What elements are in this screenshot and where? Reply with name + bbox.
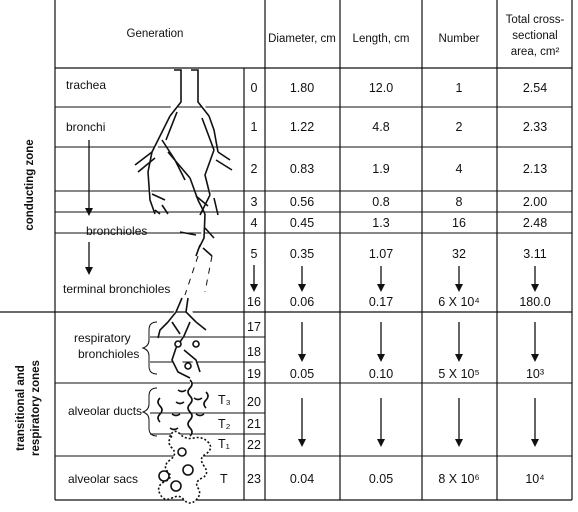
gen-1: 1 (250, 120, 258, 134)
cell-number-gen-3: 8 (455, 195, 463, 209)
gen-19: 19 (247, 367, 261, 381)
col-arrow-a-3-head (531, 284, 539, 292)
col-arrow-b-1-head (377, 354, 385, 362)
label-bronchioles: bronchioles (86, 224, 148, 238)
cell-length-gen-19: 0.10 (368, 367, 394, 381)
cell-area-gen-19: 10³ (525, 367, 545, 381)
cell-diameter-gen-2: 0.83 (289, 162, 315, 176)
column-arrows (298, 266, 539, 447)
gen-3: 3 (250, 195, 258, 209)
col-arrow-a-2-head (455, 284, 463, 292)
cell-number-gen-0: 1 (455, 81, 463, 95)
header-diameter: Diameter, cm (268, 33, 336, 45)
label-respiratory-line2: bronchioles (78, 347, 140, 361)
cell-length-gen-16: 0.17 (368, 295, 394, 309)
cell-diameter-gen-0: 1.80 (289, 81, 315, 95)
data-cells (290, 81, 551, 486)
label-t1: T₁ (218, 437, 230, 451)
gen-22: 22 (247, 438, 261, 452)
gen-2: 2 (250, 162, 258, 176)
label-bronchi: bronchi (66, 120, 106, 134)
header-area-line3: area, cm² (510, 46, 560, 58)
cell-length-gen-1: 4.8 (372, 120, 390, 134)
label-alveolar-ducts: alveolar ducts (68, 404, 143, 418)
cell-number-gen-4: 16 (452, 216, 466, 230)
cell-area-gen-16: 180.0 (519, 295, 551, 309)
header-generation: Generation (126, 28, 184, 40)
header-area-line2: sectional (512, 30, 558, 42)
cell-diameter-gen-23: 0.04 (289, 472, 315, 486)
zone-transitional-label-line1: transitional and (15, 365, 27, 451)
zone-transitional-label-line2: respiratory zones (30, 360, 42, 456)
bracket-braces (143, 322, 157, 436)
col-arrow-b-3-head (531, 354, 539, 362)
col-arrow-a-1-head (377, 284, 385, 292)
gen-23: 23 (247, 472, 261, 486)
gen-18: 18 (247, 345, 261, 359)
cell-area-gen-1: 2.33 (522, 120, 548, 134)
col-arrow-b-0-head (298, 354, 306, 362)
cell-number-gen-5: 32 (452, 247, 466, 261)
gen-20: 20 (247, 395, 261, 409)
label-alveolar-sacs: alveolar sacs (68, 472, 139, 486)
cell-diameter-gen-19: 0.05 (289, 367, 315, 381)
label-t3: T₃ (218, 393, 231, 407)
cell-area-gen-0: 2.54 (522, 81, 548, 95)
label-arrows (85, 140, 93, 275)
col-arrow-c-0-head (298, 439, 306, 447)
cell-length-gen-4: 1.3 (372, 216, 390, 230)
header-length: Length, cm (352, 33, 410, 45)
cell-diameter-gen-1: 1.22 (289, 120, 315, 134)
cell-length-gen-2: 1.9 (372, 162, 390, 176)
cell-number-gen-23: 8 X 10⁶ (438, 472, 480, 486)
gen-17: 17 (247, 320, 261, 334)
cell-diameter-gen-3: 0.56 (289, 195, 315, 209)
col-arrow-b-2-head (455, 354, 463, 362)
cell-length-gen-3: 0.8 (372, 195, 390, 209)
gen-4: 4 (250, 216, 258, 230)
cell-area-gen-5: 3.11 (523, 247, 547, 261)
label-trachea: trachea (66, 78, 107, 92)
gen-5: 5 (250, 247, 258, 261)
cell-length-gen-5: 1.07 (368, 247, 394, 261)
cell-area-gen-3: 2.00 (522, 195, 548, 209)
gen-0: 0 (250, 81, 258, 95)
cell-length-gen-23: 0.05 (368, 472, 394, 486)
label-terminal-bronchioles: terminal bronchioles (63, 282, 171, 296)
col-arrow-c-3-head (531, 439, 539, 447)
header-area-line1: Total cross- (505, 14, 565, 26)
cell-number-gen-16: 6 X 10⁴ (438, 295, 480, 309)
label-t2: T₂ (218, 417, 231, 431)
label-respiratory-line1: respiratory (74, 331, 131, 345)
label-t: T (220, 472, 228, 486)
cell-area-gen-23: 10⁴ (525, 472, 545, 486)
cell-number-gen-2: 4 (455, 162, 463, 176)
cell-number-gen-1: 2 (455, 120, 463, 134)
cell-number-gen-19: 5 X 10⁵ (438, 367, 480, 381)
col-arrow-c-2-head (455, 439, 463, 447)
gen-16: 16 (247, 295, 261, 309)
cell-diameter-gen-5: 0.35 (289, 247, 315, 261)
header-number: Number (438, 33, 480, 45)
cell-area-gen-2: 2.13 (522, 162, 548, 176)
cell-area-gen-4: 2.48 (522, 216, 548, 230)
cell-diameter-gen-16: 0.06 (289, 295, 315, 309)
cell-length-gen-0: 12.0 (368, 81, 394, 95)
gen-arrowhead (250, 284, 258, 292)
col-arrow-a-0-head (298, 284, 306, 292)
cell-diameter-gen-4: 0.45 (289, 216, 315, 230)
gen-21: 21 (247, 417, 261, 431)
col-arrow-c-1-head (377, 439, 385, 447)
zone-conducting-label: conducting zone (24, 139, 36, 231)
